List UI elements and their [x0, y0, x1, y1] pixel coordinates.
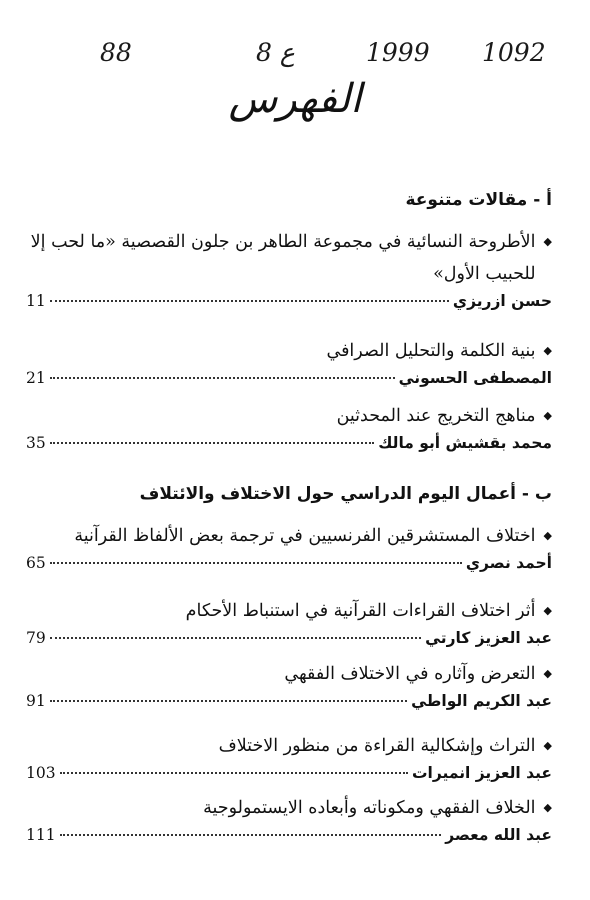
entry-title: مناهج التخريج عند المحدثين [336, 406, 536, 426]
entry-title: التراث وإشكالية القراءة من منظور الاختلاف [218, 736, 536, 756]
toc-entry [26, 730, 552, 782]
leader-dots [60, 833, 442, 836]
entry-author: المصطفى الحسوني [398, 369, 552, 387]
entry-title: الأطروحة النسائية في مجموعة الطاهر بن جلون القصصية «ما لحب إلا للحبيب الأول» [30, 232, 536, 284]
entry-page-number: 11 [26, 292, 46, 310]
page-title: الفهرس [228, 76, 362, 122]
entry-page-number: 111 [26, 826, 56, 844]
entry-page-number: 35 [26, 434, 46, 452]
handwritten-note-number: 1092 [482, 38, 546, 67]
entry-author: عبد الله معصر [445, 826, 552, 844]
toc-entry [26, 226, 552, 310]
entry-author: أحمد نصري [465, 554, 552, 572]
entry-page-number: 91 [26, 692, 46, 710]
entry-page-number: 79 [26, 629, 46, 647]
bullet-icon: ◆ [543, 529, 552, 542]
leader-dots [50, 299, 449, 302]
leader-dots [50, 376, 395, 379]
entry-author: محمد بقشيش أبو مالك [378, 434, 552, 452]
entry-title: التعرض وآثاره في الاختلاف الفقهي [284, 664, 536, 684]
toc-entry [26, 335, 552, 387]
handwritten-note-year: 1999 [366, 38, 430, 67]
toc-entry [26, 658, 552, 710]
leader-dots [50, 699, 407, 702]
entry-page-number: 21 [26, 369, 46, 387]
entry-title: الخلاف الفقهي ومكوناته وأبعاده الايستمولوجية [203, 798, 536, 818]
entry-title: أثر اختلاف القراءات القرآنية في استنباط الأحكام [185, 601, 536, 621]
leader-dots [50, 561, 462, 564]
bullet-icon: ◆ [543, 801, 552, 814]
entry-author: عبد العزيز كارتي [425, 629, 552, 647]
entry-author: عبد العزيز انميرات [411, 764, 552, 782]
bullet-icon: ◆ [543, 667, 552, 680]
bullet-icon: ◆ [543, 344, 552, 357]
handwritten-note-88: 88 [100, 38, 132, 67]
handwritten-note-issue: 8 ع [256, 38, 295, 67]
entry-page-number: 103 [26, 764, 56, 782]
toc-entry [26, 595, 552, 647]
entry-title: بنية الكلمة والتحليل الصرافي [326, 341, 536, 361]
leader-dots [50, 441, 374, 444]
bullet-icon: ◆ [543, 235, 552, 248]
section-heading-b: ب - أعمال اليوم الدراسي حول الاختلاف والائتلاف [139, 484, 552, 504]
toc-entry [26, 520, 552, 572]
entry-author: حسن ازريزي [452, 292, 552, 310]
section-heading-a: أ - مقالات متنوعة [405, 190, 552, 210]
bullet-icon: ◆ [543, 409, 552, 422]
leader-dots [50, 636, 421, 639]
entry-title: اختلاف المستشرقين الفرنسيين في ترجمة بعض الألفاظ القرآنية [74, 526, 536, 546]
leader-dots [60, 771, 408, 774]
bullet-icon: ◆ [543, 604, 552, 617]
entry-page-number: 65 [26, 554, 46, 572]
title-container [0, 76, 590, 126]
bullet-icon: ◆ [543, 739, 552, 752]
toc-entry [26, 400, 552, 452]
entry-author: عبد الكريم الواطي [411, 692, 552, 710]
toc-entry [26, 792, 552, 844]
